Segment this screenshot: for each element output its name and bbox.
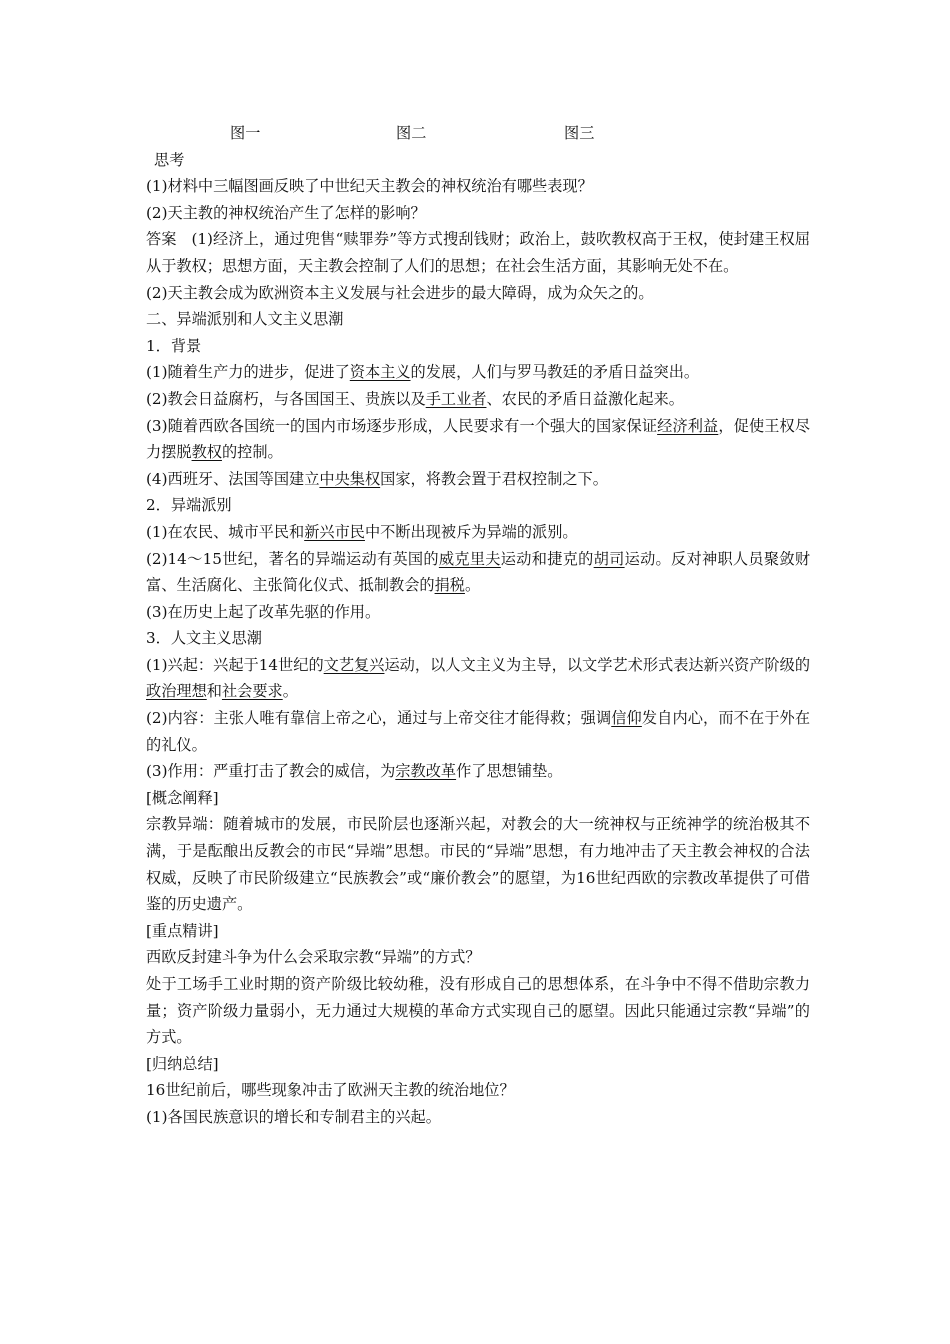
- heresy-1: (1)在农民、城市平民和新兴市民中不断出现被斥为异端的派别。: [146, 522, 578, 541]
- key-term: 文艺复兴: [323, 655, 385, 674]
- heresy-3: (3)在历史上起了改革先驱的作用。: [146, 602, 381, 621]
- summary-label: [归纳总结]: [146, 1054, 219, 1073]
- subsection-humanism-title: 3．人文主义思潮: [146, 629, 262, 648]
- concept-label: [概念阐释]: [146, 788, 219, 807]
- key-term: 社会要求: [221, 682, 283, 701]
- key-points-label: [重点精讲]: [146, 921, 219, 940]
- key-term: 捐税: [434, 576, 465, 595]
- background-2: (2)教会日益腐朽，与各国国王、贵族以及手工业者、农民的矛盾日益激化起来。: [146, 389, 684, 408]
- background-1: (1)随着生产力的进步，促进了资本主义的发展，人们与罗马教廷的矛盾日益突出。: [146, 363, 700, 382]
- key-term: 新兴市民: [304, 522, 365, 541]
- key-term: 资本主义: [349, 363, 411, 382]
- key-term: 政治理想: [146, 682, 207, 701]
- answer-2: (2)天主教会成为欧洲资本主义发展与社会进步的最大障碍，成为众矢之的。: [146, 283, 654, 302]
- answer-1: [146, 226, 810, 279]
- summary-question: 16世纪前后，哪些现象冲击了欧洲天主教的统治地位？: [146, 1081, 515, 1100]
- key-answer: 处于工场手工业时期的资产阶级比较幼稚，没有形成自己的思想体系，在斗争中不得不借助宗教力量；资产阶级力量弱小，无力通过大规模的革命方式实现自己的愿望。因此只能通过宗教“异端”的方式。: [146, 975, 810, 1047]
- concept-text: 宗教异端：随着城市的发展，市民阶层也逐渐兴起，对教会的大一统神权与正统神学的统治极其不满，于是酝酿出反教会的市民“异端”思想。市民的“异端”思想，有力地冲击了天主教会神权的合法权威，反映了市民阶级建立“民族教会”或“廉价教会”的愿望，为16世纪西欧的宗教改革提供了可借鉴的历史遗产。: [146, 815, 810, 914]
- key-term: 威克里夫: [438, 549, 501, 568]
- figure-caption-1: 图一: [230, 124, 261, 142]
- humanism-2: (2)内容：主张人唯有靠信上帝之心，通过与上帝交往才能得救；强调信仰发自内心，而不在于外在的礼仪。: [146, 709, 811, 754]
- key-term: 胡司: [593, 549, 625, 568]
- answer-1-text: (1)经济上，通过兜售“赎罪券”等方式搜刮钱财；政治上，鼓吹教权高于王权，使封建王权屈从于教权；思想方面，天主教会控制了人们的思想；在社会生活方面，其影响无处不在。: [146, 230, 811, 275]
- key-term: 中央集权: [319, 469, 381, 488]
- heresy-2: (2)14～15世纪，著名的异端运动有英国的威克里夫运动和捷克的胡司运动。反对神职人员聚敛财富、生活腐化、主张简化仪式、抵制教会的捐税。: [146, 549, 811, 595]
- key-term: 手工业者: [425, 389, 487, 408]
- key-term: 教权: [191, 443, 222, 462]
- section-2-title: 二、异端派别和人文主义思潮: [146, 310, 344, 329]
- key-term: 经济利益: [657, 416, 719, 435]
- key-term: 宗教改革: [395, 762, 457, 781]
- figure-caption-3: 图三: [564, 124, 595, 142]
- answer-label: 答案: [146, 230, 177, 249]
- humanism-3: (3)作用：严重打击了教会的威信，为宗教改革作了思想铺垫。: [146, 762, 563, 781]
- key-term: 信仰: [611, 709, 642, 728]
- question-2: (2)天主教的神权统治产生了怎样的影响？: [146, 203, 426, 222]
- background-4: (4)西班牙、法国等国建立中央集权国家，将教会置于君权控制之下。: [146, 469, 608, 488]
- question-1: (1)材料中三幅图画反映了中世纪天主教会的神权统治有哪些表现？: [146, 177, 593, 196]
- think-title: 思考: [154, 150, 185, 169]
- figure-captions: [146, 120, 810, 147]
- background-3: (3)随着西欧各国统一的国内市场逐步形成，人民要求有一个强大的国家保证经济利益，促使王权尽力摆脱教权的控制。: [146, 416, 811, 462]
- subsection-background-title: 1．背景: [146, 336, 202, 355]
- figure-caption-2: 图二: [396, 124, 427, 142]
- key-question: 西欧反封建斗争为什么会采取宗教“异端”的方式？: [146, 948, 481, 967]
- summary-item-1: (1)各国民族意识的增长和专制君主的兴起。: [146, 1107, 441, 1126]
- subsection-heresy-title: 2．异端派别: [146, 496, 232, 515]
- humanism-1: (1)兴起：兴起于14世纪的文艺复兴运动，以人文主义为主导，以文学艺术形式表达新兴资产阶级的政治理想和社会要求。: [146, 655, 811, 701]
- document-body: [146, 120, 810, 1131]
